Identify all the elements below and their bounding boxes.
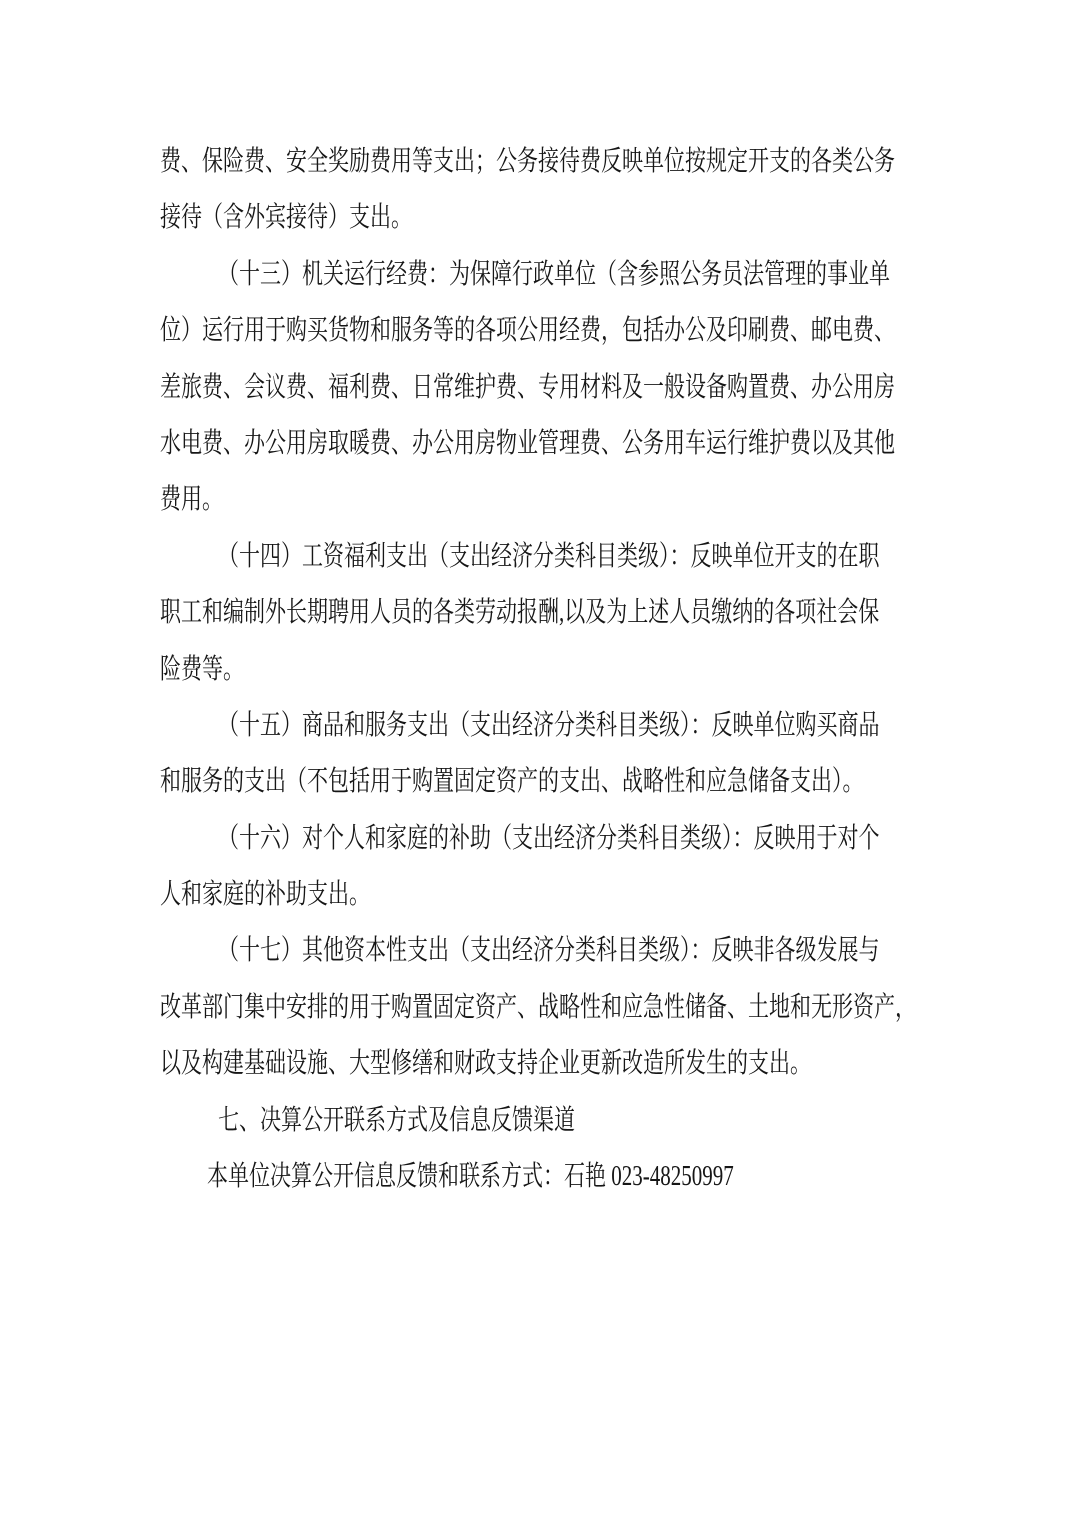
text-run: 改革部门集中安排的用于购置固定资产、战略性和应急性储备、土地和无形资产， bbox=[160, 991, 917, 1023]
text-run: 位）运行用于购买货物和服务等的各项公用经费，包括办公及印刷费、邮电费、 bbox=[160, 315, 896, 347]
paragraph-line bbox=[160, 980, 960, 1036]
paragraph-line bbox=[218, 247, 960, 303]
paragraph-line bbox=[160, 472, 960, 528]
text-run: 差旅费、会议费、福利费、日常维护费、专用材料及一般设备购置费、办公用房 bbox=[160, 371, 896, 403]
section-heading-line bbox=[218, 1093, 960, 1149]
text-run: 七、决算公开联系方式及信息反馈渠道 bbox=[218, 1104, 576, 1136]
text-run: （十六）对个人和家庭的补助（支出经济分类科目类级）：反映用于对个 bbox=[218, 822, 880, 854]
paragraph-line bbox=[160, 867, 960, 923]
paragraph-line bbox=[218, 811, 960, 867]
paragraph-line bbox=[160, 585, 960, 641]
text-run: 险费等。 bbox=[160, 653, 245, 685]
text-run: 以及构建基础设施、大型修缮和财政支持企业更新改造所发生的支出。 bbox=[160, 1048, 812, 1080]
text-run: 费、保险费、安全奖励费用等支出；公务接待费反映单位按规定开支的各类公务 bbox=[160, 146, 896, 177]
text-run: 本单位决算公开信息反馈和联系方式：石艳 023-48250997 bbox=[207, 1161, 734, 1193]
text-run: 职工和编制外长期聘用人员的各类劳动报酬,以及为上述人员缴纳的各项社会保 bbox=[160, 597, 880, 629]
paragraph-line bbox=[218, 923, 960, 979]
paragraph-line bbox=[160, 642, 960, 698]
text-run: 接待（含外宾接待）支出。 bbox=[160, 202, 413, 234]
text-run: （十七）其他资本性支出（支出经济分类科目类级）：反映非各级发展与 bbox=[218, 935, 880, 967]
paragraph-line bbox=[218, 529, 960, 585]
paragraph-line bbox=[207, 1149, 960, 1205]
text-run: （十三）机关运行经费：为保障行政单位（含参照公务员法管理的事业单 bbox=[218, 258, 891, 290]
text-run: 费用。 bbox=[160, 484, 224, 516]
paragraph-line bbox=[218, 698, 960, 754]
paragraph-line bbox=[160, 416, 960, 472]
paragraph-line bbox=[160, 754, 960, 810]
paragraph-line bbox=[160, 134, 960, 190]
text-run: （十五）商品和服务支出（支出经济分类科目类级）：反映单位购买商品 bbox=[218, 709, 880, 741]
paragraph-line bbox=[160, 360, 960, 416]
text-run: 人和家庭的补助支出。 bbox=[160, 879, 371, 911]
paragraph-line bbox=[160, 1036, 960, 1092]
text-run: 和服务的支出（不包括用于购置固定资产的支出、战略性和应急储备支出）。 bbox=[160, 766, 864, 798]
paragraph-line bbox=[160, 190, 960, 246]
text-run: （十四）工资福利支出（支出经济分类科目类级）：反映单位开支的在职 bbox=[218, 540, 880, 572]
text-run: 水电费、办公用房取暖费、办公用房物业管理费、公务用车运行维护费以及其他 bbox=[160, 427, 896, 459]
document-text-block bbox=[160, 134, 960, 1205]
paragraph-line bbox=[160, 303, 960, 359]
